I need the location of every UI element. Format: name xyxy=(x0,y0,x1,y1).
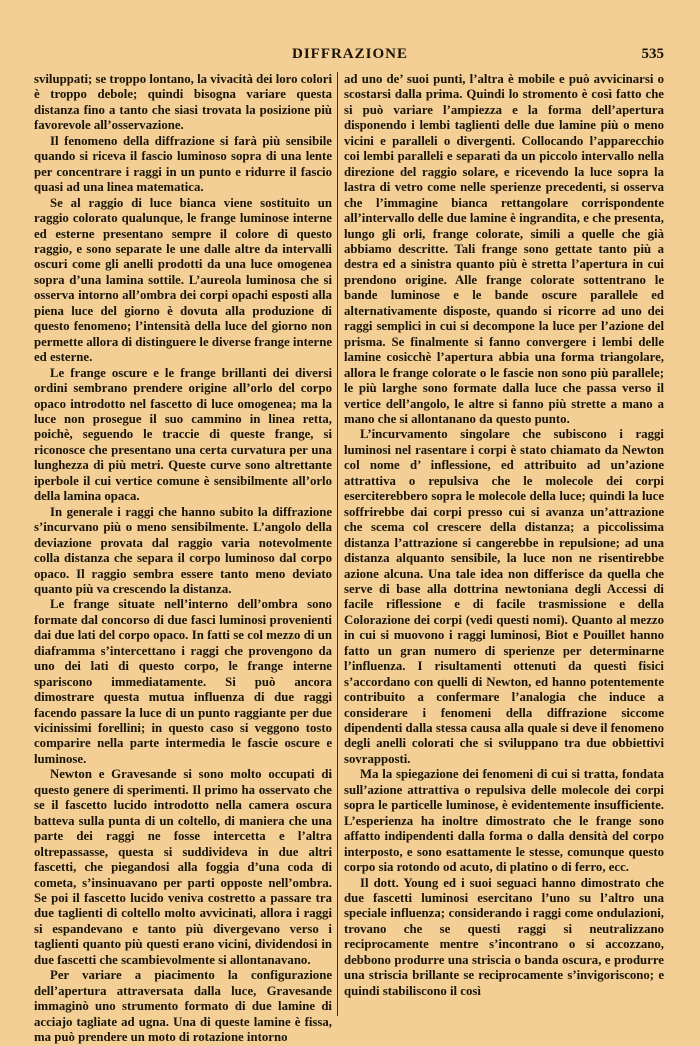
right-column xyxy=(344,72,664,1018)
paragraph: Il fenomeno della diffrazione si farà più sensibile quando si riceva il fascio luminoso sopra di una lente per concentrare i raggi in un punto e ridurre il fascio quasi ad una linea matematica. xyxy=(34,133,332,195)
paragraph: Le frange oscure e le frange brillanti dei diversi ordini sembrano prendere origine all’orlo del corpo opaco introdotto nel fascetto di luce omogenea; ma la luce non prosegue il suo cammino in linea retta, poichè, seguendo le traccie di queste frange, si riconosce che presentano una certa curvatura per una lunghezza di più metri. Queste curve sono altrettante iperbole il cui vertice comune è sensibilmente all’orlo della lamina opaca. xyxy=(34,365,332,504)
column-divider xyxy=(337,72,338,1016)
running-head xyxy=(0,0,700,72)
running-title: DIFFRAZIONE xyxy=(291,46,408,62)
paragraph: Se al raggio di luce bianca viene sostituito un raggio colorato qualunque, le frange luminose interne ed esterne presentano sempre il colore di questo raggio, e sono separate le une dalle altre da intervalli oscuri come gli anelli prodotti da una luce omogenea sopra d’una lamina sottile. L’aureola luminosa che si osserva intorno all’ombra dei corpi opachi esposti alla piena luce del giorno è dovuta alla produzione di questo fenomeno; l’intensità della luce del giorno non permette allora di distinguere le diverse frange interne ed esterne. xyxy=(34,195,332,365)
paragraph: Ma la spiegazione dei fenomeni di cui si tratta, fondata sull’azione attrattiva o repulsiva delle molecole dei corpi sopra le particelle luminose, è evidentemente insufficiente. L’esperienza ha inoltre dimostrato che le frange sono affatto indipendenti dalla forma o dalla densità del corpo interposto, e sono esattamente le stesse, comunque questo corpo sia rotondo od acuto, di platino o di ferro, ecc. xyxy=(344,767,664,875)
paragraph: L’incurvamento singolare che subiscono i raggi luminosi nel rasentare i corpi è stato chiamato da Newton col nome d’ inflessione, ed attribuito ad un’azione attrattiva o repulsiva che le molecole dei corpi eserciterebbero sopra le molecole della luce; quindi la luce soffrirebbe dai corpi presso cui si avanza un’attrazione che scema col crescere della distanza; a piccolissima distanza l’attrazione si cangerebbe in repulsione; ad una distanza alquanto sensibile, la luce non ne risentirebbe azione alcuna. Una tale idea non differisce da quella che serve di base alla dottrina newtoniana degli Accessi di facile riflessione e di facile trasmissione e della Colorazione dei corpi (vedi questi nomi). Quanto al mezzo in cui si muovono i raggi luminosi, Biot e Pouillet hanno fatto un gran numero di sperienze per determinarne l’influenza. I risultamenti ottenuti da questi fisici s’accordano con quelli di Newton, ed hanno potentemente contribuito a confermare l’analogia che induce a considerare i fenomeni della diffrazione siccome dipendenti dalla stessa causa alla quale si deve il fenomeno degli anelli colorati che si sviluppano tra due obbiettivi sovrapposti. xyxy=(344,427,664,766)
paragraph: Le frange situate nell’interno dell’ombra sono formate dal concorso di due fasci luminosi provenienti dai due lati del corpo opaco. In fatti se col mezzo di un diaframma s’intercettano i raggi che provengono da uno dei lati di questo corpo, le frange interne spariscono immediatamente. Si può ancora dimostrare questa mutua influenza di due raggi facendo passare la luce di un punto raggiante per due vicinissimi forellini; in questo caso si veggono tosto comparire nella parte intermedia le fascie oscure e luminose. xyxy=(34,597,332,766)
left-column xyxy=(34,72,332,1045)
page-number: 535 xyxy=(641,46,664,62)
paragraph: Per variare a piacimento la configurazione dell’apertura attraversata dalla luce, Gravesande immaginò uno strumento formato di due lamine di acciajo tagliate ad ugna. Una di queste lamine è fissa, ma può prendere un moto di rotazione intorno xyxy=(34,968,332,1045)
paragraph: In generale i raggi che hanno subito la diffrazione s’incurvano più o meno sensibilmente. L’angolo della deviazione provata dal raggio varia notevolmente colla distanza che separa il corpo luminoso dal corpo opaco. Il raggio sembra essere tanto meno deviato quanto più va crescendo la distanza. xyxy=(34,504,332,596)
paragraph: Il dott. Young ed i suoi seguaci hanno dimostrato che due fascetti luminosi esercitano l’uno su l’altro una speciale influenza; considerando i raggi come ondulazioni, trovano che se questi raggi si neutralizzano reciprocamente mentre s’incontrano o si accozzano, debbono produrre una striscia o banda oscura, e produrre una striscia brillante se reciprocamente s’invigoriscono; e quindi stabiliscono il così xyxy=(344,875,664,998)
paragraph: Newton e Gravesande si sono molto occupati di questo genere di sperimenti. Il primo ha osservato che se il fascetto lucido introdotto nella camera oscura batteva sulla punta di un coltello, di maniera che una parte dei raggi ne fosse intercetta e l’altra oltrepassasse, questa si suddivideva in due altri fascetti, che piegandosi alla foggia d’una coda di cometa, s’insinuavano per parti opposte nell’ombra. Se poi il fascetto lucido veniva costretto a passare tra due taglienti di coltello molto avvicinati, allora i raggi si espandevano e tanto più divergevano verso i taglienti quanto più questi erano vicini, dividendosi in due fascetti che scambievolmente si allontanavano. xyxy=(34,767,332,967)
paragraph: ad uno de’ suoi punti, l’altra è mobile e può avvicinarsi o scostarsi dalla prima. Quindi lo stromento è così fatto che si può variare l’ampiezza e la forma dell’apertura disponendo i lembi taglienti delle due lamine più o meno vicini e paralleli o divergenti. Collocando l’apparecchio coi lembi paralleli e separati da un piccolo intervallo nella direzione del raggio solare, e ricevendo la luce sopra la lastra di vetro come nelle sperienze precedenti, si osserva che l’immagine bianca rettangolare corrispondente all’intervallo delle due lamine è ingrandita, e che presenta, lungo gli orli, frange colorate, simili a quelle che già abbiamo descritte. Tali frange sono gettate tanto più a destra ed a sinistra quanto più è stretta l’apertura in cui prendono origine. Alle frange colorate sottentrano le bande luminose e le bande oscure parallele ed alternativamente disposte, quando si ricorre ad uno dei raggi semplici in cui si decompone la luce per l’azione del prisma. Se finalmente si fanno convergere i lembi delle lamine cosicchè l’apertura abbia una forma triangolare, allora le frange colorate o le fascie non sono più parallele; le più larghe sono formate dalla luce che passa verso il vertice dell’angolo, le altre si fanno più strette a mano a mano che si allontanano da questo punto. xyxy=(344,72,664,426)
paragraph: sviluppati; se troppo lontano, la vivacità dei loro colori è troppo debole; quindi bisogna variare questa distanza fino a tanto che siasi trovata la posizione più favorevole all’osservazione. xyxy=(34,72,332,133)
